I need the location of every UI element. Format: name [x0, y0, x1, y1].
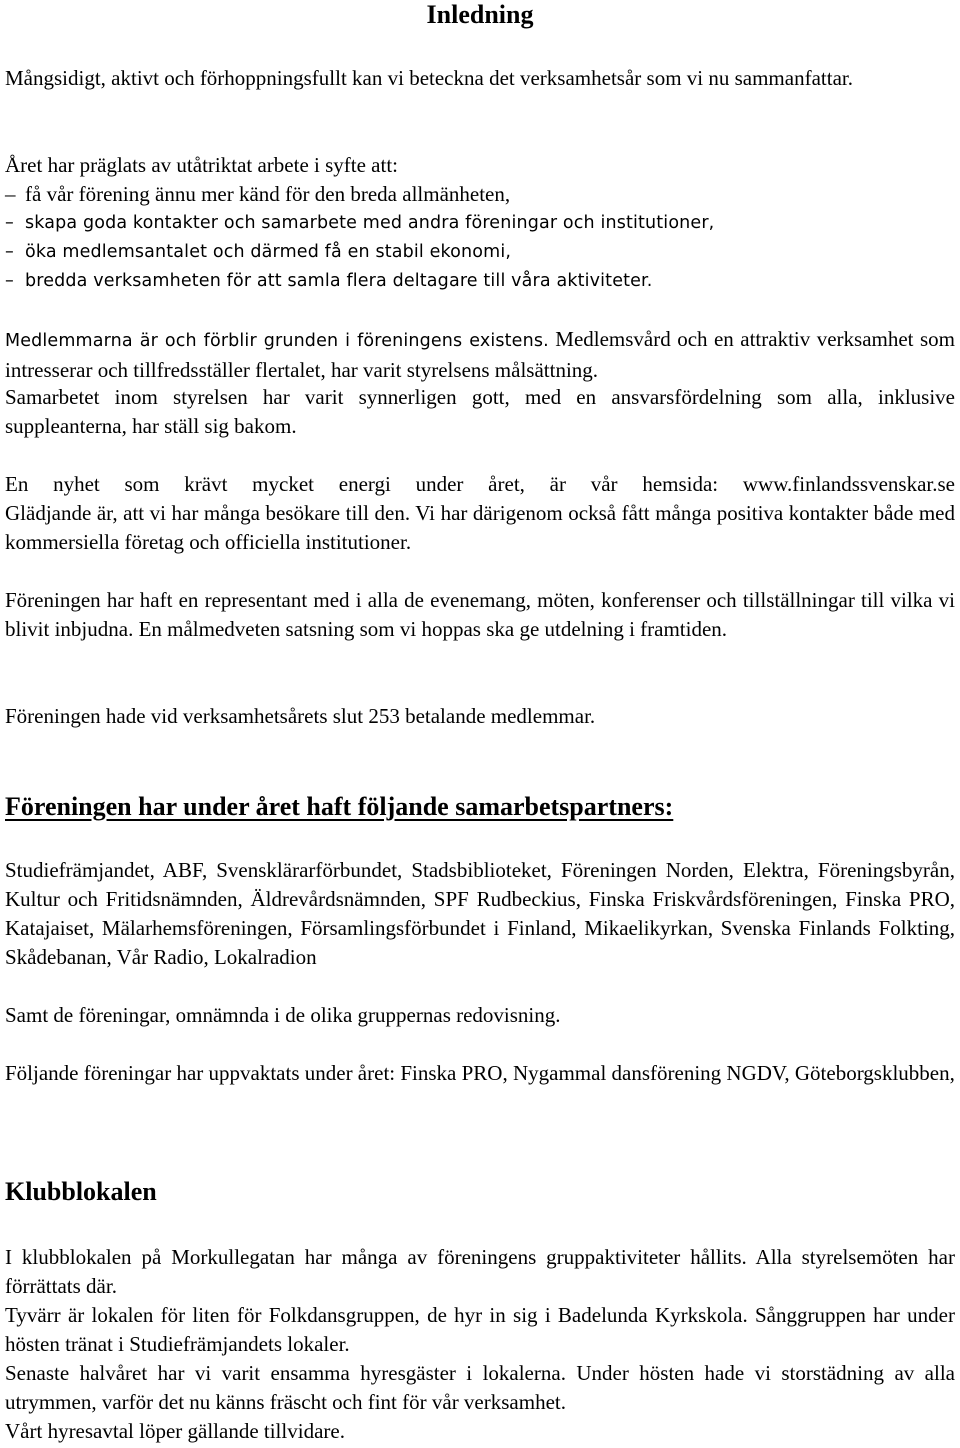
intro-paragraph: Mångsidigt, aktivt och förhoppningsfullt kan vi beteckna det verksamhetsår som vi nu sammanfattar.: [5, 66, 853, 90]
partners-list: Studiefrämjandet, ABF, Svensklärarförbundet, Stadsbiblioteket, Föreningen Norden, Elektra, Föreningsbyrån, Kultur och Fritidsnämnden, Äldrevårdsnämnden, SPF Rudbeckius, Finska Friskvårdsföreningen, Finska PRO, Katajaiset, Mälarhemsföreningen, Församlingsförbundet i Finland, Mikaelikyrkan, Svenska Finlands Folkting, Skådebanan, Vår Radio, Lokalradion: [5, 858, 955, 969]
website-line: En nyhet som krävt mycket energi under året, är vår hemsida: www.finlandssvenskar.se: [5, 472, 955, 496]
members-paragraph: [5, 325, 955, 385]
club-line: Vårt hyresavtal löper gällande tillvidare.: [5, 1419, 345, 1443]
club-heading: Klubblokalen: [5, 1177, 157, 1206]
list-item: – öka medlemsantalet och därmed få en stabil ekonomi,: [5, 242, 512, 262]
dash-bullet: –: [5, 182, 16, 206]
club-line: Tyvärr är lokalen för liten för Folkdansgruppen, de hyr in sig i Badelunda Kyrkskola. Sånggruppen har under hösten tränat i Studiefrämjandets lokaler.: [5, 1303, 955, 1356]
website-visitors: Glädjande är, att vi har många besökare till den. Vi har därigenom också fått många positiva kontakter både med kommersiella företag och officiella institutioner.: [5, 501, 955, 554]
purpose-list: [5, 151, 955, 296]
page-title: Inledning: [426, 0, 534, 29]
list-item: – skapa goda kontakter och samarbete med andra föreningar och institutioner,: [5, 213, 715, 233]
events-paragraph: Föreningen har haft en representant med i alla de evenemang, möten, konferenser och tillställningar till vilka vi blivit inbjudna. En målmedveten satsning som vi hoppas ska ge utdelning i framtiden.: [5, 588, 955, 641]
club-line: I klubblokalen på Morkullegatan har många av föreningens gruppaktiviteter hållits. Alla styrelsemöten har förrättats där.: [5, 1245, 955, 1298]
website-paragraph: [5, 470, 955, 557]
members-sentence-a: Medlemmarna är och förblir grunden i föreningens existens.: [5, 331, 549, 351]
purpose-list-lead: Året har präglats av utåtriktat arbete i syfte att:: [5, 153, 399, 177]
partners-note: Samt de föreningar, omnämnda i de olika gruppernas redovisning.: [5, 1003, 561, 1027]
list-item: – bredda verksamheten för att samla flera deltagare till våra aktiviteter.: [5, 271, 653, 291]
board-paragraph: Samarbetet inom styrelsen har varit synnerligen gott, med en ansvarsfördelning som alla, inklusive suppleanterna, har ställ sig bakom.: [5, 385, 955, 438]
members-sentence-b: Medlemsvård och en attraktiv verksamhet som intresserar och tillfredsställer flertalet, har varit styrelsens målsättning.: [5, 327, 955, 382]
member-count-paragraph: Föreningen hade vid verksamhetsårets slut 253 betalande medlemmar.: [5, 704, 596, 728]
partners-heading: Föreningen har under året haft följande samarbetspartners:: [5, 792, 674, 821]
honored-paragraph: Följande föreningar har uppvaktats under året: Finska PRO, Nygammal dansförening NGDV, Göteborgsklubben,: [5, 1061, 955, 1085]
list-item: – få vår förening ännu mer känd för den breda allmänheten,: [5, 180, 955, 209]
club-section: [5, 1243, 955, 1446]
club-line: Senaste halvåret har vi varit ensamma hyresgäster i lokalerna. Under hösten hade vi storstädning av alla utrymmen, varför det nu känns fräscht och fint för vår verksamhet.: [5, 1361, 955, 1414]
